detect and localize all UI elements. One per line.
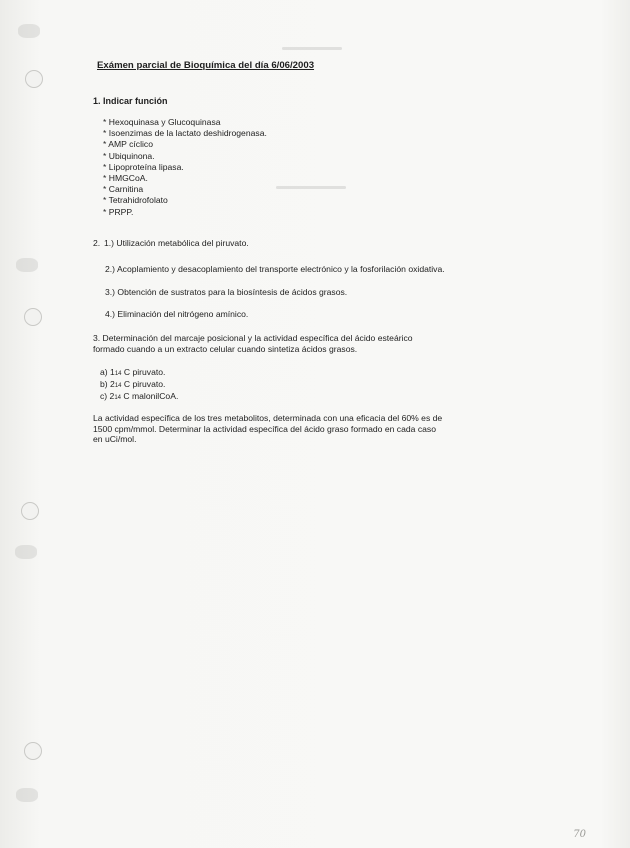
question-2-item: 2.) Acoplamiento y desacoplamiento del transporte electrónico y la fosforilación oxidativa.	[105, 264, 445, 274]
closing-line: 1500 cpm/mmol. Determinar la actividad específica del ácido graso formado en cada caso	[93, 423, 436, 434]
closing-line: en uCi/mol.	[93, 434, 137, 445]
question-2-number: 2.	[93, 238, 101, 248]
question-3-options	[100, 367, 178, 403]
page-number: 70	[573, 829, 586, 840]
punch-hole	[24, 742, 42, 760]
closing-line: La actividad específica de los tres metabolitos, determinada con una eficacia del 60% es de	[93, 413, 443, 423]
list-item: * HMGCoA.	[103, 173, 267, 184]
question-2-item: 3.) Obtención de sustratos para la biosíntesis de ácidos grasos.	[105, 287, 348, 297]
margin-smudge	[15, 545, 37, 559]
punch-hole	[25, 70, 43, 88]
list-item: * Tetrahidrofolato	[103, 195, 267, 206]
question-2-item: 4.) Eliminación del nitrógeno amínico.	[105, 309, 249, 319]
option-item: c) 214 C malonilCoA.	[100, 391, 179, 401]
punch-hole	[21, 502, 39, 520]
list-item: * Isoenzimas de la lactato deshidrogenasa.	[103, 128, 267, 139]
statement-line: formado cuando a un extracto celular cuando sintetiza ácidos grasos.	[93, 343, 358, 354]
option-item: b) 214 C piruvato.	[100, 379, 166, 389]
margin-smudge	[16, 788, 38, 802]
question-1-heading: 1. Indicar función	[93, 96, 168, 106]
option-item: a) 114 C piruvato.	[100, 367, 166, 377]
question-3-statement	[93, 333, 413, 354]
statement-line: 3. Determinación del marcaje posicional y la actividad específica del ácido esteárico	[93, 333, 413, 343]
list-item: * AMP cíclico	[103, 139, 267, 150]
question-2-item: 1.) Utilización metabólica del piruvato.	[104, 238, 249, 248]
margin-smudge	[18, 24, 40, 38]
punch-hole	[24, 308, 42, 326]
exam-title: Exámen parcial de Bioquímica del día 6/06/2003	[97, 60, 315, 71]
list-item: * Hexoquinasa y Glucoquinasa	[103, 117, 267, 128]
scan-artifact	[276, 186, 346, 189]
question-1-list	[103, 117, 267, 218]
scan-artifact	[282, 47, 342, 50]
list-item: * Ubiquinona.	[103, 151, 267, 162]
list-item: * Carnitina	[103, 184, 267, 195]
list-item: * Lipoproteína lipasa.	[103, 162, 267, 173]
list-item: * PRPP.	[103, 207, 267, 218]
question-3-closing	[93, 413, 442, 445]
margin-smudge	[16, 258, 38, 272]
